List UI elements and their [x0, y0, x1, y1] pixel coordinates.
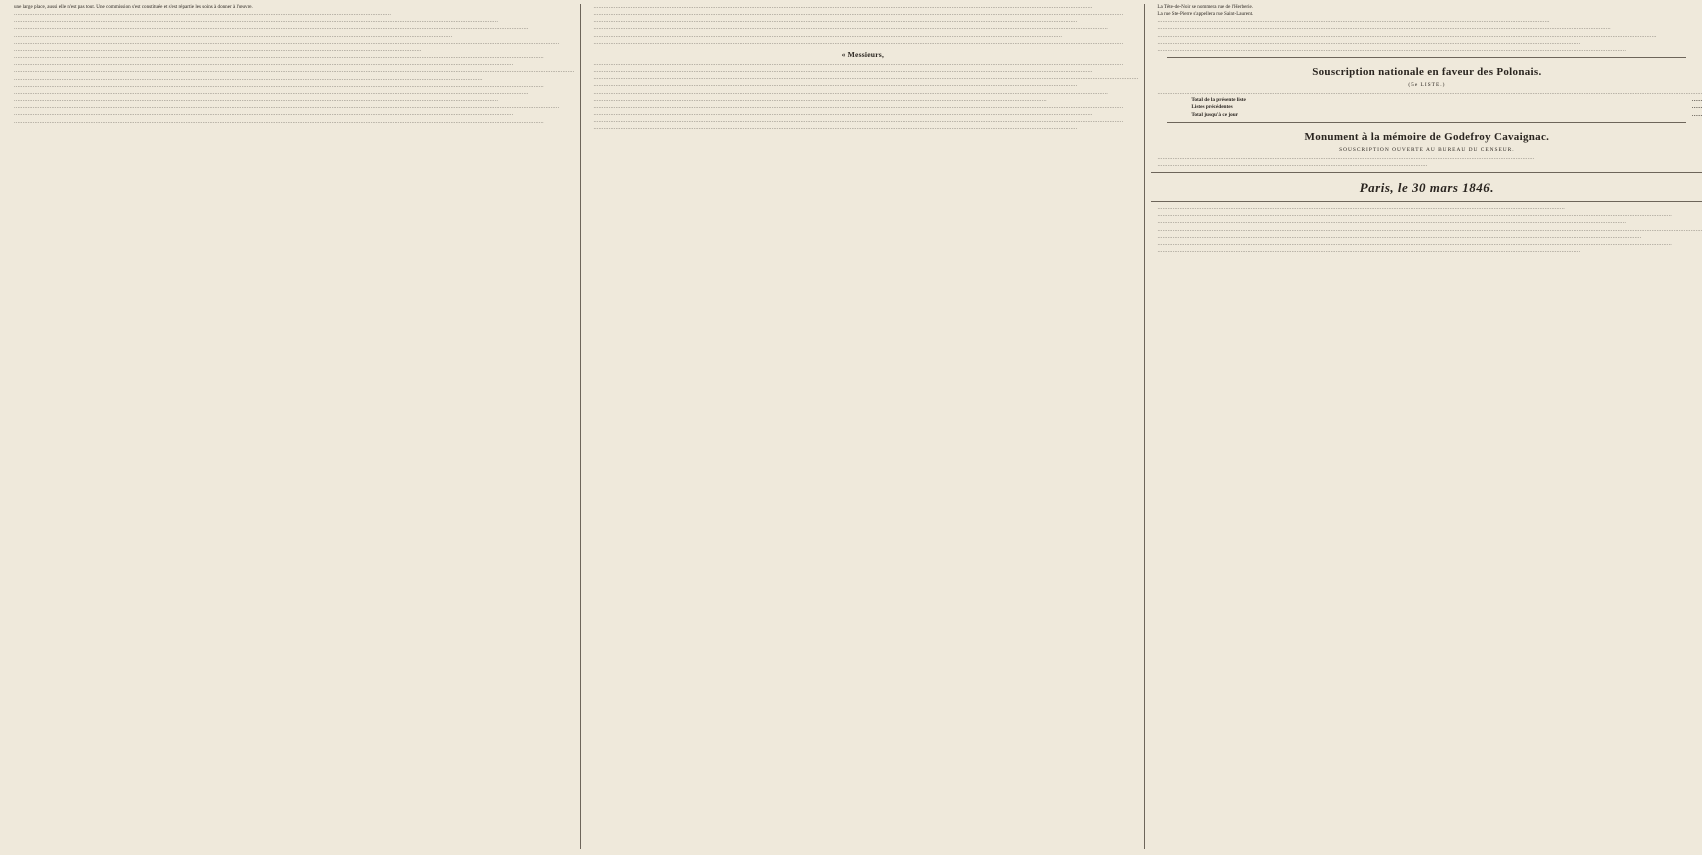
paragraph: …………………………………………………………………………………………………………………………………………………………………………………………………………………………………………………… [1157, 219, 1626, 226]
paragraph: …………………………………………………………………………………………………………………………………………………………………………………………………………………………………………………………… [14, 18, 498, 25]
subscription-total-row [1151, 104, 1702, 111]
paragraph: …………………………………………………………………………………………………………………………………………………………………………………………………………………………………………………………………………………………… [14, 104, 560, 111]
paragraph: …………………………………………………………………………………………………………………………………………………………………………………………………………………………………………………………………………………… [593, 103, 1124, 110]
section-divider [1167, 122, 1686, 123]
paragraph: …………………………………………………………………………………………………………………………………………………………………………………………………………………………………………………………………………………… [14, 82, 544, 89]
section-divider [1151, 172, 1702, 173]
paragraph: …………………………………………………………………………………………………………………………………………………………………………………………………………………………………………………………………………… [14, 89, 529, 96]
paragraph: …………………………………………………………………………………………………………………………………………………………………………………………………………………………………… [14, 32, 453, 39]
section-divider [1151, 201, 1702, 202]
subscription-total-row [1151, 97, 1702, 104]
total-label: Total jusqu'à ce jour [1191, 111, 1239, 118]
paragraph: …………………………………………………………………………………………………………………………………………………………………………………………………………………………… [1157, 248, 1581, 255]
paragraph: …………………………………………………………………………………………………………………………………………………………………………………………………………… [1157, 18, 1550, 25]
column-rule-right [1144, 4, 1145, 849]
paragraph: …………………………………………………………………………………………………………………………………………………………………………………………………………………………………………………… [593, 32, 1062, 39]
paragraph: …………………………………………………………………………………………………………………………………………………………………………………………………………………………………………………………………………………………… [14, 39, 560, 46]
total-amount: …… [1691, 97, 1702, 104]
paragraph: …………………………………………………………………………………………………………………………………………………………………………………………………………………………………………………………………………………… [593, 11, 1124, 18]
monument-paragraphs [1151, 155, 1702, 169]
paragraph: …………………………………………………………………………………………………………………………………………………………………………………………………………………………………………………………………………………………………… [14, 68, 575, 75]
paragraph: …………………………………………………………………………………………………………………………………………………………………………………………………………………………………………………………………………………………… [593, 75, 1139, 82]
paragraph: …………………………………………………………………………………………………………………………………………………………………………………………………… [14, 11, 391, 18]
paragraph: …………………………………………………………………………………………………………………………………………………………………………………………………………………………………………………………………………… [1157, 212, 1672, 219]
paragraph: La rue Ste-Pierre s'appellera rue Saint-Laurent. [1157, 11, 1254, 18]
section-divider [1167, 57, 1686, 58]
subscription-totals [1151, 97, 1702, 119]
subscription-heading: Souscription nationale en faveur des Polonais. [1312, 66, 1542, 79]
paragraph: …………………………………………………………………………………………………………………………………………………………………………………………………………………………………………………… [1157, 46, 1626, 53]
dateline: Paris, le 30 mars 1846. [1359, 180, 1494, 196]
paragraph: …………………………………………………………………………………………………………………………………………… [1157, 162, 1428, 169]
paragraph: …………………………………………………………………………………………………………………………………………………………………………………………………………………………………………………………………………………… [593, 118, 1124, 125]
paragraph: …………………………………………………………………………………………………………………………………………………………………………………………………………………………………………… [593, 96, 1047, 103]
paragraph: …………………………………………………………………………………………………………………………………………………………………………………………………………………………………………………………… [1157, 233, 1642, 240]
paragraph: …………………………………………………………………………………………………………………………………………………………………………………………………………………………………………………………………… [1157, 32, 1657, 39]
right-column [1151, 4, 1702, 849]
total-amount: …… [1691, 104, 1702, 111]
left-column [8, 4, 574, 849]
monument-subheading: SOUSCRIPTION OUVERTE AU BUREAU DU CENSEUR. [1339, 146, 1515, 153]
middle-column [587, 4, 1138, 849]
paragraph: …………………………………………………………………………………………………………………………………………………………………………………………………………………………… [1157, 39, 1581, 46]
paragraph: …………………………………………………………………………………………………………………………………………………………………………………………………………………………………………… [1157, 25, 1611, 32]
paragraph: …………………………………………………………………………………………………………………………………………………………………………………………………………………… [14, 46, 422, 53]
middle-section-heading: « Messieurs, [841, 49, 885, 59]
paragraph: une large place, aussi elle n'est pas tout. Une commission s'est constituée et s'est répartie les soins à donner à l'œuvre. [14, 4, 253, 10]
paragraph: …………………………………………………………………………………………………………………………………………………………………………………………………………………………………………………………………………… [1157, 240, 1672, 247]
paragraph: …………………………………………………………………………………………………………………………………………………………………………………………………… [1157, 154, 1535, 161]
total-label: Total de la présente liste [1191, 97, 1246, 104]
paragraph: …………………………………………………………………………………………………………………………………………………………………………………………………………………………………………………………… [593, 125, 1078, 132]
paragraph: …………………………………………………………………………………………………………………………………………………………………………………………………………………………………………………………………………………… [593, 60, 1124, 67]
paragraph: …………………………………………………………………………………………………………………………………………………………………………………………………………………………………………………………………………………… [14, 118, 544, 125]
total-amount: …… [1691, 111, 1702, 118]
paragraph: …………………………………………………………………………………………………………………………………………………………………………………………………………………………………………………………………………… [593, 25, 1108, 32]
paragraph: …………………………………………………………………………………………………………………………………………………………………………………………………………………………………………………………………… [593, 4, 1093, 10]
right-top-paragraphs [1151, 4, 1702, 54]
total-label: Listes précédentes [1191, 104, 1233, 111]
middle-paragraphs-bottom [587, 61, 1138, 133]
middle-paragraphs-top [587, 4, 1138, 47]
paragraph: …………………………………………………………………………………………………………………………………………………………………………………………………………………………………………………………… [593, 18, 1078, 25]
paragraph: …………………………………………………………………………………………………………………………………………………………………………………………………………………………………………………………………………………… [593, 39, 1124, 46]
paragraph: …………………………………………………………………………………………………………………………………………………………………………………………………………………………………………………………………………… [593, 89, 1108, 96]
paragraph: …………………………………………………………………………………………………………………………………………………………………………………………………………………………………………………………………………………………… [1157, 226, 1702, 233]
paragraph: …………………………………………………………………………………………………………………………………………………………………………………………………………………………………………………………… [14, 97, 498, 104]
right-paragraphs-after-dateline [1151, 205, 1702, 255]
paragraph: …………………………………………………………………………………………………………………………………………………………………………………………………………………………………………………………………………… [14, 25, 529, 32]
subscription-subheading: (5e LISTE.) [1408, 82, 1446, 89]
monument-heading: Monument à la mémoire de Godefroy Cavaignac. [1304, 130, 1550, 143]
paragraph: La Tête-de-Noir se nommera rue de l'Herberie. [1157, 4, 1254, 10]
paragraph: …………………………………………………………………………………………………………………………………………………………………………………………………………………………………………………………………………………… [14, 54, 544, 61]
paragraph: …………………………………………………………………………………………………………………………………………………………………………………………………………………………………………………… [14, 75, 483, 82]
column-rule-left [580, 4, 581, 849]
paragraph: …………………………………………………………………………………………………………………………………………………………………………………………………………………… [1157, 205, 1565, 212]
paragraph: …………………………………………………………………………………………………………………………………………………………………………………………………………………………………………………………………… [14, 61, 514, 68]
subscription-list-text: …………………………………………………………………………………………………………………………………………………………………………………………………………………………………………………………………………………………… [1157, 90, 1702, 97]
paragraph: …………………………………………………………………………………………………………………………………………………………………………………………………………………………………………………………………… [14, 111, 514, 118]
paragraph: …………………………………………………………………………………………………………………………………………………………………………………………………………………………………………………………………… [593, 111, 1093, 118]
subscription-total-row [1151, 112, 1702, 119]
paragraph: …………………………………………………………………………………………………………………………………………………………………………………………………………………………………………………………… [593, 82, 1078, 89]
paragraph: …………………………………………………………………………………………………………………………………………………………………………………………………………………………………………………………………… [593, 68, 1093, 75]
